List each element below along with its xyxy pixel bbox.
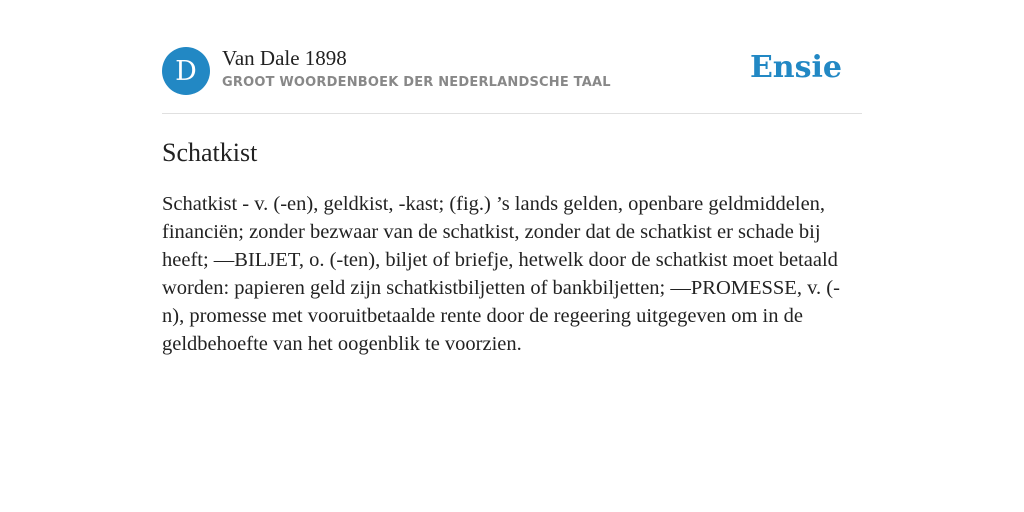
source-title[interactable]: Van Dale 1898	[222, 46, 347, 70]
page	[162, 0, 862, 512]
source-avatar[interactable]	[162, 47, 210, 95]
entry-definition: Schatkist - v. (-en), geldkist, -kast; (fig.) ’s lands gelden, openbare geldmiddelen, financiën; zonder bezwaar van de schatkist, zonder dat de schatkist er schade bij heeft; —BILJET, o. (-ten), biljet of briefje, hetwelk door de schatkist moet betaald worden: papieren geld zijn schatkistbiljetten of bankbiljetten; —PROMESSE, v. (-n), promesse met vooruitbetaalde rente door de regeering uitgegeven om in de geldbehoefte van het oogenblik te voorzien.	[162, 193, 840, 355]
source-subtitle: GROOT WOORDENBOEK DER NEDERLANDSCHE TAAL	[222, 75, 611, 90]
header-divider	[162, 113, 862, 114]
avatar-letter: D	[175, 55, 197, 87]
entry-title: Schatkist	[162, 138, 258, 167]
source-header	[162, 46, 862, 98]
ensie-logo[interactable]: Ensie	[749, 50, 842, 85]
